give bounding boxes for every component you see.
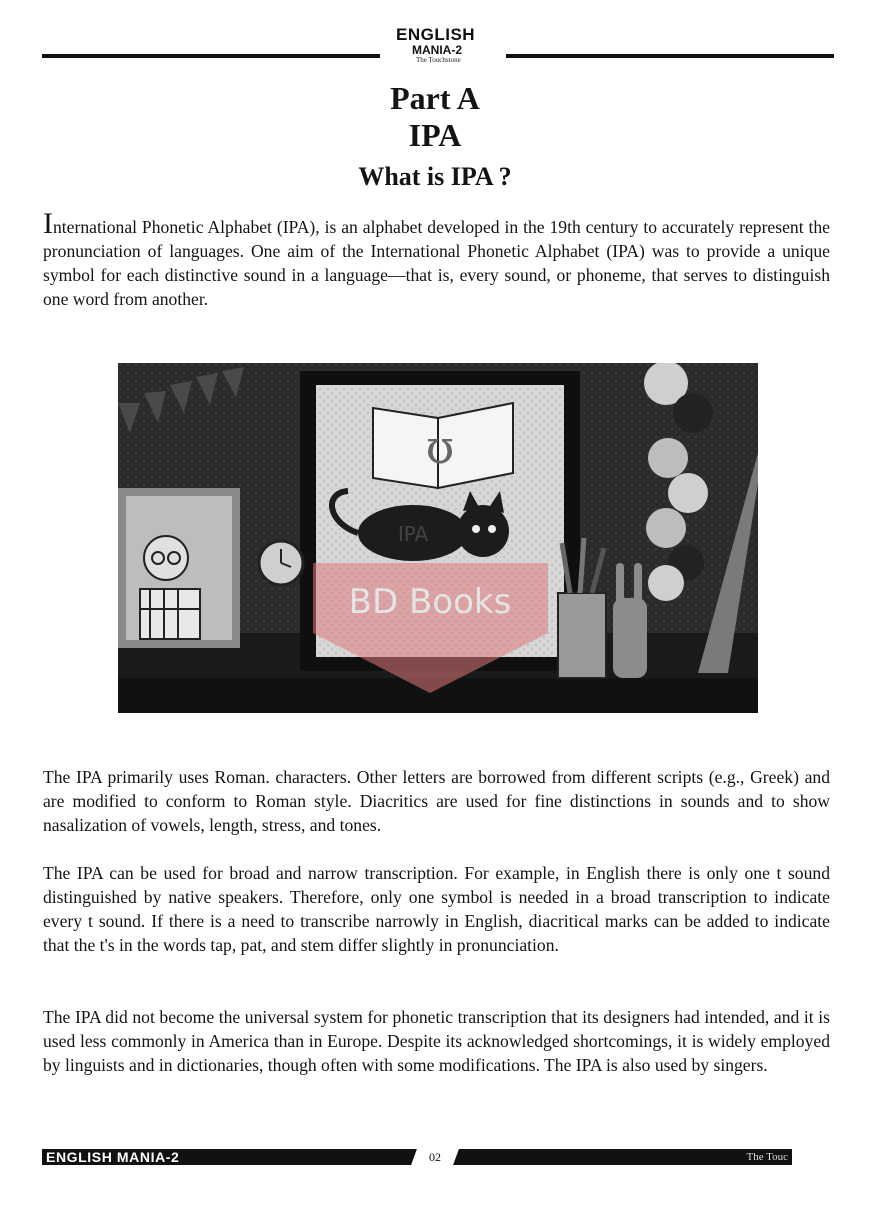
portrait-frame bbox=[118, 488, 240, 648]
part-title: Part A bbox=[390, 80, 480, 116]
drop-cap: I bbox=[43, 207, 53, 240]
intro-paragraph bbox=[43, 207, 830, 311]
header-rule-left bbox=[42, 54, 380, 58]
cat-label: IPA bbox=[397, 522, 429, 546]
illustration-scene bbox=[118, 363, 758, 713]
brand-line3: The Touchstone bbox=[416, 56, 461, 64]
brand-line2: MANIA-2 bbox=[412, 43, 462, 57]
alarm-clock bbox=[259, 541, 303, 585]
topic-title: IPA bbox=[408, 117, 462, 153]
paragraph-roman-characters: The IPA primarily uses Roman. characters. Other letters are borrowed from different scripts (e.g., Greek) and are modified to conform to Roman style. Diacritics are used for fine distinctions in sounds and to show nasalization of vowels, length, stress, and tones. bbox=[43, 767, 830, 835]
illustration bbox=[118, 363, 758, 713]
brand-logo bbox=[396, 26, 506, 64]
page-number: 02 bbox=[429, 1150, 441, 1164]
book-symbol: ʊ bbox=[425, 420, 455, 474]
footer-bar bbox=[42, 1149, 792, 1165]
paragraph-transcription: The IPA can be used for broad and narrow transcription. For example, in English there is only one t sound distinguished by native speakers. Therefore, only one symbol is needed in a broad transcription to indicate every t sound. If there is a need to transcribe narrowly in English, diacritical marks can be added to indicate that the t's in the words tap, pat, and stem differ slightly in pronunciation. bbox=[43, 863, 830, 955]
footer-tagline: The Touc bbox=[746, 1151, 788, 1163]
watermark-text: BD Books bbox=[348, 582, 512, 622]
intro-text: nternational Phonetic Alphabet (IPA), is an alphabet developed in the 19th century to accurately represent the pronunciation of languages. One aim of the International Phonetic Alphabet (IPA) was to provide a unique symbol for each distinctive sound in a language—that is, every sound, or phoneme, that serves to distinguish one word from another. bbox=[43, 217, 830, 309]
header-rule-right bbox=[506, 54, 834, 58]
question-heading: What is IPA ? bbox=[358, 162, 512, 191]
page-number-box bbox=[411, 1149, 459, 1165]
footer-brand: ENGLISH MANIA-2 bbox=[46, 1149, 180, 1165]
paragraph-usage: The IPA did not become the universal system for phonetic transcription that its designers had intended, and it is used less commonly in America than in Europe. Despite its acknowledged shortcomings, it is widely employed by linguists and in dictionaries, though often with some modifications. The IPA is also used by singers. bbox=[43, 1007, 830, 1075]
brand-line1: ENGLISH bbox=[396, 25, 476, 44]
pencil-cup bbox=[558, 538, 606, 678]
